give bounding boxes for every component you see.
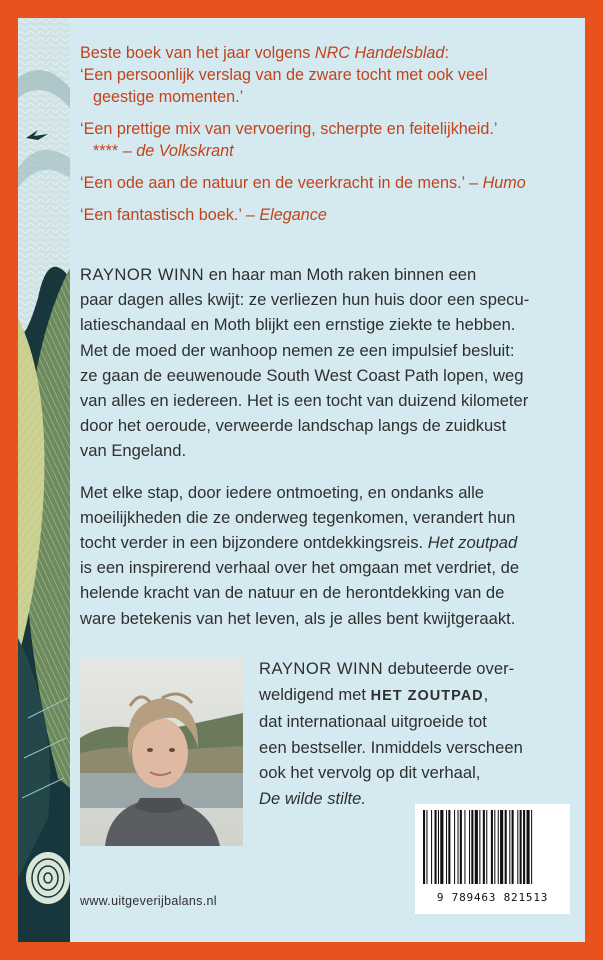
author-photo (80, 658, 243, 846)
barcode-bar (505, 810, 507, 884)
barcode-bar (435, 810, 437, 884)
author-bio-line: ook het vervolg op dit verhaal, (259, 763, 481, 783)
synopsis-line: latieschandaal en Moth blijkt een ernstige ziekte te hebben. (80, 315, 516, 335)
author-bio-comma: , (483, 684, 489, 704)
barcode-number: 9 789463 821513 (436, 891, 549, 904)
quote-humo-source: Humo (482, 174, 526, 192)
quote-volkskrant (80, 118, 585, 162)
barcode-bar (486, 810, 487, 884)
quote-humo-text: ‘Een ode aan de natuur en de veerkracht in de mens.’ – (80, 174, 483, 192)
barcode-bar (423, 810, 425, 884)
synopsis-line: tocht verder in een bijzondere ontdekkingsreis. (80, 533, 428, 553)
quote-nrc-source: NRC Handelsblad (314, 44, 445, 62)
barcode-bar (426, 810, 427, 884)
quote-nrc (80, 42, 585, 108)
barcode-bar (448, 810, 450, 884)
synopsis-line: paar dagen alles kwijt: ze verliezen hun huis door een specu- (80, 290, 530, 310)
quote-volkskrant-source: de Volkskrant (136, 142, 234, 160)
barcode-bar (475, 810, 478, 884)
synopsis (80, 262, 585, 647)
landscape-illustration (18, 18, 70, 942)
synopsis-line: moeilijkheden die ze onderweg tegenkomen, verandert hun (80, 507, 516, 527)
synopsis-line: door het oeroude, verweerde landschap langs de zuidkust (80, 416, 507, 436)
synopsis-line: van Engeland. (80, 441, 187, 461)
barcode-bar (454, 810, 455, 884)
barcode-bar (517, 810, 518, 884)
review-quotes (80, 42, 585, 236)
author-bio-line: debuteerde over- (383, 659, 515, 678)
barcode-bar (491, 810, 493, 884)
barcode-bar (494, 810, 495, 884)
quote-volkskrant-rating: **** – (93, 142, 137, 160)
barcode-bar (531, 810, 532, 884)
author-name-caps: RAYNOR WINN (80, 265, 205, 284)
barcode-bar (527, 810, 530, 884)
synopsis-line: en haar man Moth raken binnen een (204, 265, 477, 284)
synopsis-line: Met de moed der wanhoop nemen ze een impulsief besluit: (80, 340, 515, 360)
book-title-italic: Het zoutpad (427, 533, 518, 553)
quote-elegance-text: ‘Een fantastisch boek.’ – (80, 206, 260, 224)
synopsis-line: ze gaan de eeuwenoude South West Coast Path lopen, weg (80, 365, 524, 385)
quote-humo (80, 172, 585, 194)
isbn-barcode (415, 804, 570, 914)
quote-elegance (80, 204, 585, 226)
barcode-bar (500, 810, 503, 884)
barcode-bar (469, 810, 470, 884)
quote-nrc-suffix: : (444, 44, 449, 62)
book-title-bold: HET ZOUTPAD (370, 687, 484, 704)
synopsis-line: ware betekenis van het leven, als je alles bent kwijtgeraakt. (80, 608, 516, 628)
barcode-bar (471, 810, 473, 884)
barcode-bar (479, 810, 480, 884)
barcode-bar (464, 810, 465, 884)
quote-nrc-line2: ‘Een persoonlijk verslag van de zware tocht met ook veel (80, 66, 488, 84)
cover-artwork-strip (18, 18, 70, 942)
synopsis-line: Met elke stap, door iedere ontmoeting, en ondanks alle (80, 482, 485, 502)
quote-nrc-prefix: Beste boek van het jaar volgens (80, 44, 315, 62)
barcode-bar (460, 810, 462, 884)
barcode-bar (509, 810, 510, 884)
barcode-bar (523, 810, 525, 884)
publisher-website[interactable]: www.uitgeverijbalans.nl (80, 894, 217, 908)
author-bio-line: een bestseller. Inmiddels verscheen (259, 737, 523, 757)
sequel-title: De wilde stilte. (259, 788, 366, 808)
barcode-bar (438, 810, 439, 884)
synopsis-paragraph-2 (80, 480, 585, 631)
barcode-bar (498, 810, 499, 884)
barcode-bar (440, 810, 443, 884)
barcode-bar (431, 810, 432, 884)
author-bio-name: RAYNOR WINN (259, 659, 384, 678)
barcode-bar (483, 810, 485, 884)
barcode-bar (520, 810, 522, 884)
quote-volkskrant-text: ‘Een prettige mix van vervoering, scherpte en feitelijkheid.’ (80, 120, 498, 138)
author-bio-line: dat internationaal uitgroeide tot (259, 712, 487, 732)
synopsis-line: is een inspirerend verhaal over het omgaan met verdriet, de (80, 558, 520, 578)
quote-nrc-line3: geestige momenten.’ (93, 88, 244, 106)
synopsis-line: van alles en iedereen. Het is een tocht van duizend kilometer (80, 391, 529, 411)
author-bio-line: weldigend met (259, 684, 371, 704)
barcode-bar (458, 810, 459, 884)
synopsis-paragraph-1 (80, 262, 585, 464)
barcode-bar (446, 810, 447, 884)
author-bio (259, 656, 579, 812)
synopsis-line: helende kracht van de natuur en de herontdekking van de (80, 583, 505, 603)
quote-elegance-source: Elegance (259, 206, 327, 224)
barcode-bar (512, 810, 514, 884)
